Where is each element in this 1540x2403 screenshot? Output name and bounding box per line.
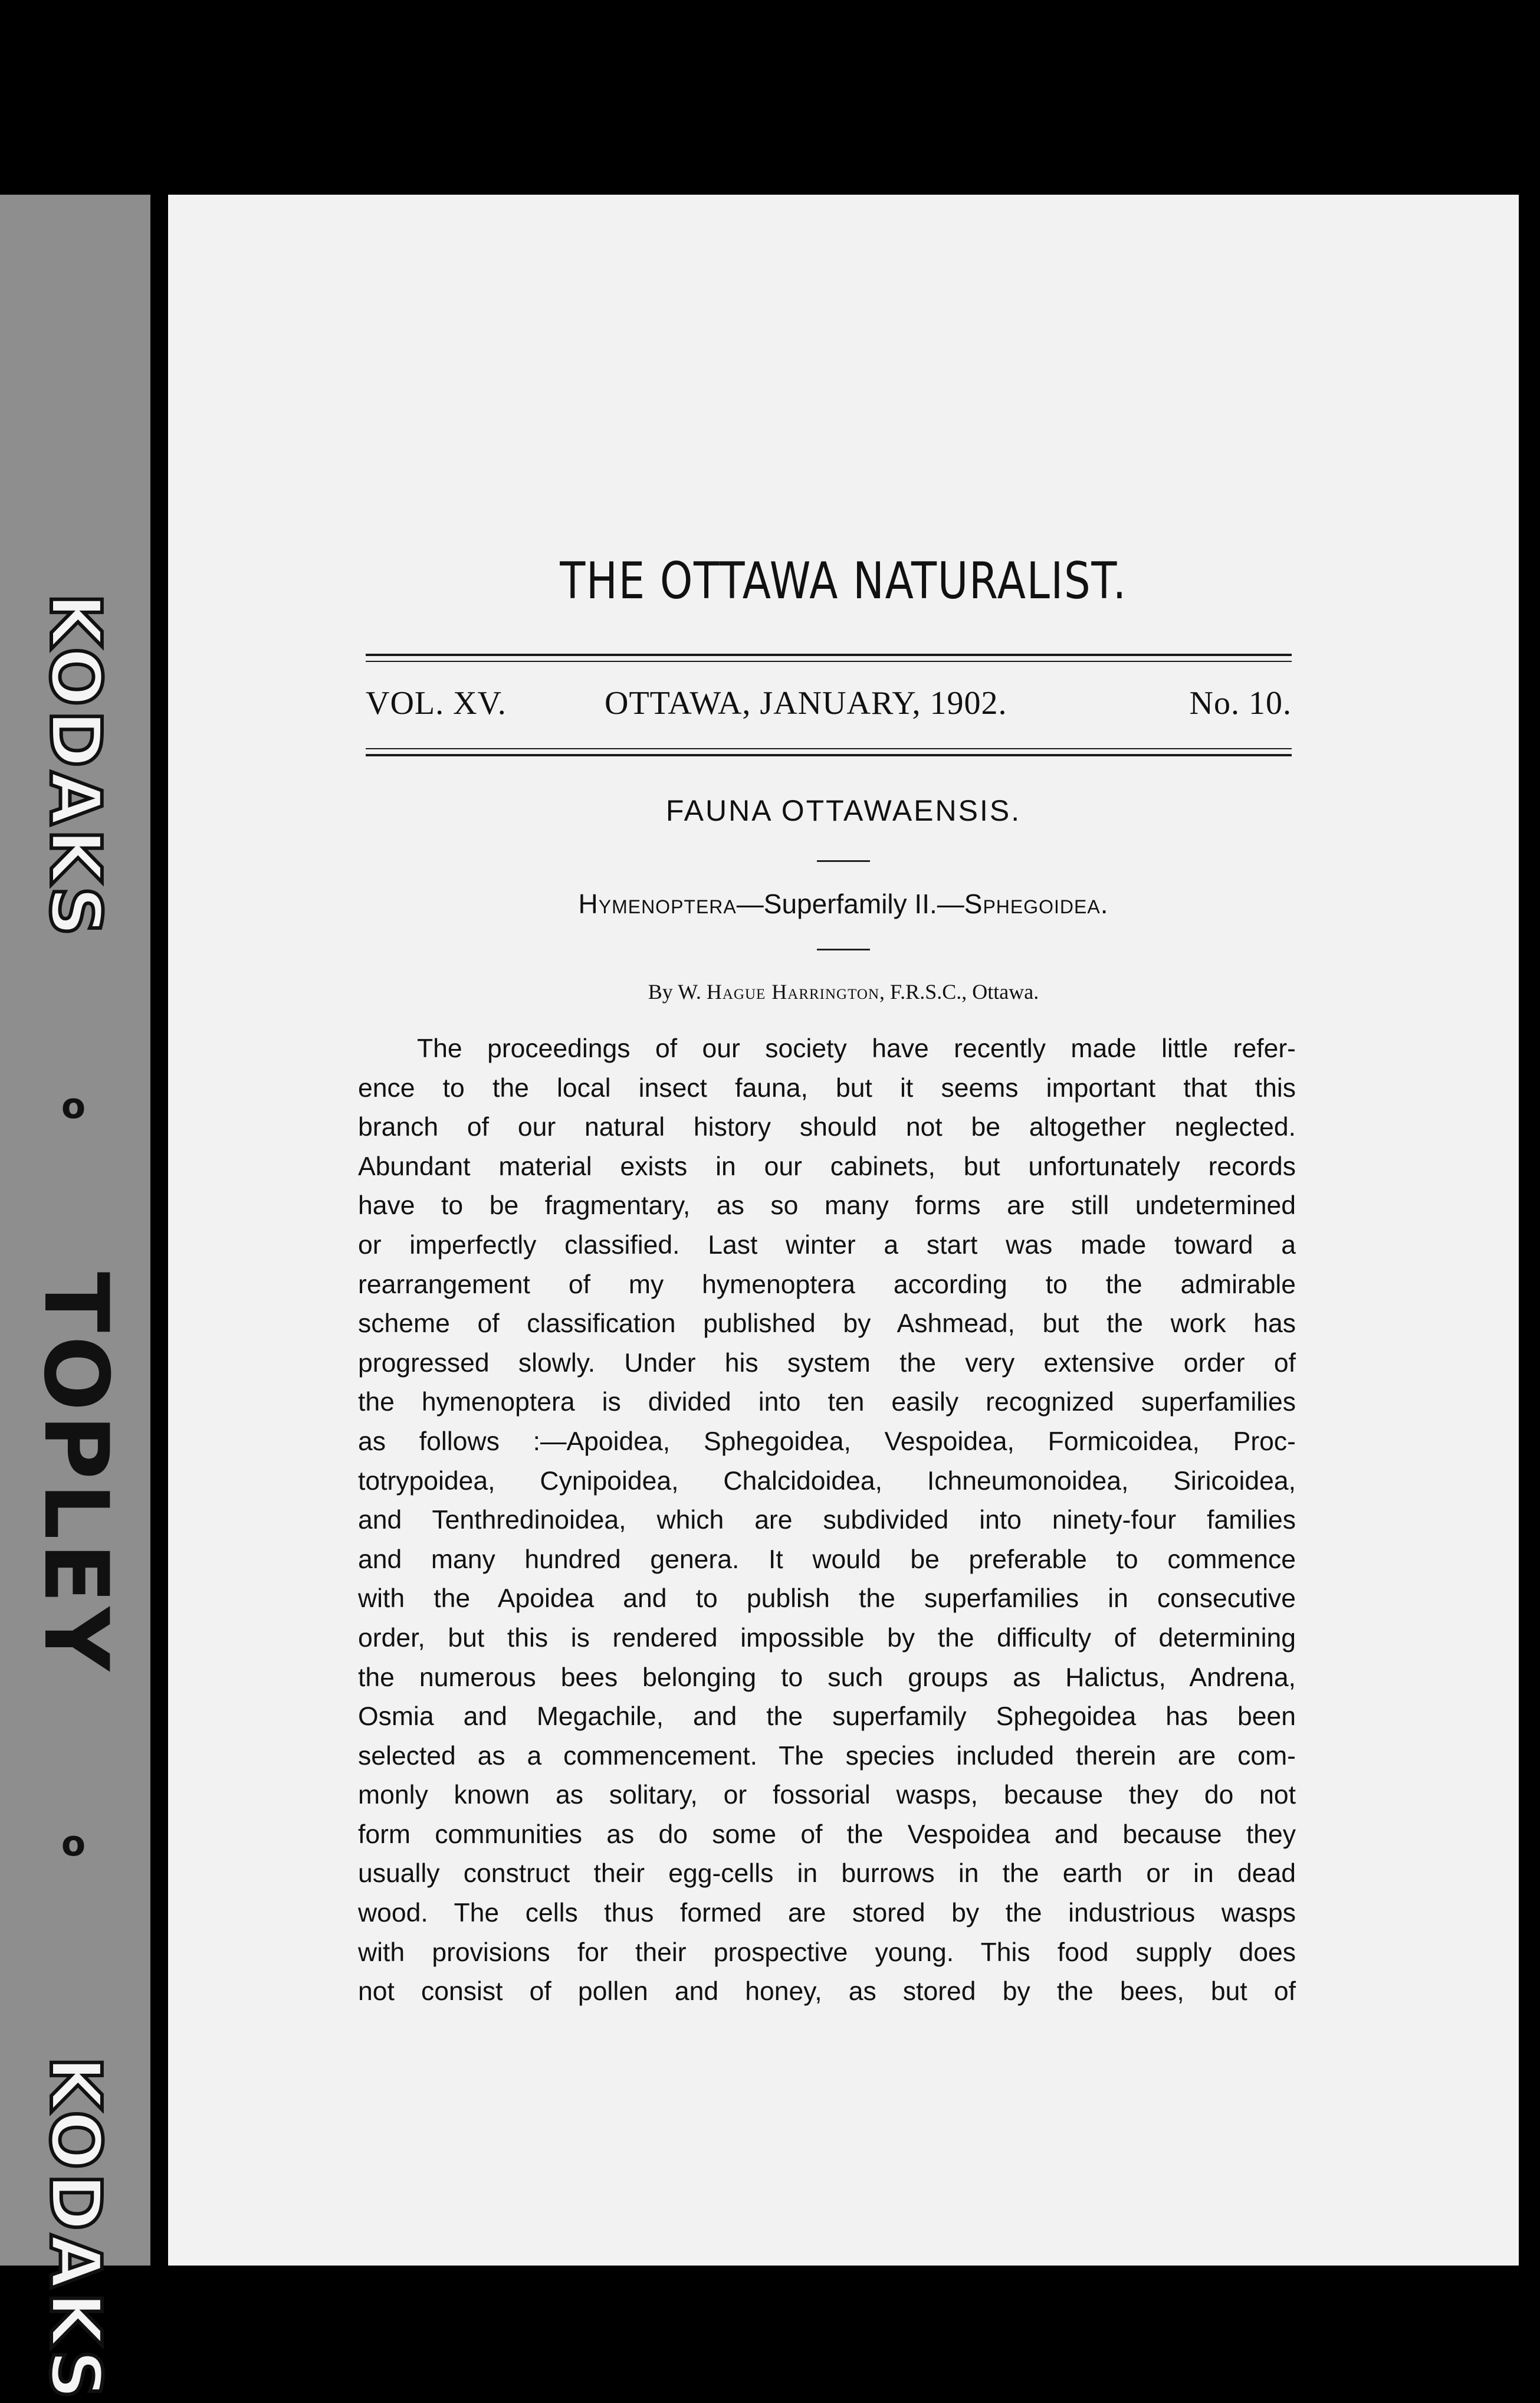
rule-bottom-thin (366, 748, 1292, 749)
byline-suffix: , F.R.S.C., Ottawa. (879, 980, 1039, 1004)
body-line: selected as a commencement. The species included therein are com- (358, 1741, 1296, 1771)
body-line: monly known as solitary, or fossorial wasps, because they do not (358, 1781, 1296, 1810)
body-line: scheme of classification published by Ashmead, but the work has (358, 1309, 1296, 1339)
issue-date: OTTAWA, JANUARY, 1902. (605, 685, 1007, 722)
body-line: Osmia and Megachile, and the superfamily Sphegoidea has been (358, 1702, 1296, 1732)
body-line: order, but this is rendered impossible by the difficulty of determining (358, 1623, 1296, 1653)
subtitle-group: Sphegoidea. (964, 889, 1109, 919)
body-line: progressed slowly. Under his system the very extensive order of (358, 1348, 1296, 1378)
body-line: The proceedings of our society have recently made little refer- (417, 1034, 1296, 1063)
byline-prefix: By W. (648, 980, 707, 1004)
subtitle-superfamily: —Superfamily II.— (736, 889, 964, 919)
spine-edge (150, 195, 168, 2266)
spine-label-bottom: KODAKS (34, 2056, 116, 2403)
author-name: Hague Harrington (706, 980, 880, 1004)
byline (168, 979, 1519, 1004)
body-line: Abundant material exists in our cabinets, but unfortunately records (358, 1152, 1296, 1181)
body-line: the numerous bees belonging to such groups as Halictus, Andrena, (358, 1663, 1296, 1692)
body-line: branch of our natural history should not be altogether neglected. (358, 1113, 1296, 1142)
book-spine (0, 195, 150, 2403)
rule-top-thin (366, 661, 1292, 662)
volume-number: VOL. XV. (366, 685, 507, 722)
journal-page (168, 195, 1519, 2266)
body-line: the hymenoptera is divided into ten easily recognized superfamilies (358, 1388, 1296, 1417)
spine-label-middle: TOPLEY (24, 1271, 127, 1675)
body-line: form communities as do some of the Vespoidea and because they (358, 1820, 1296, 1849)
subtitle-dash (817, 949, 870, 950)
body-line: wood. The cells thus formed are stored by the industrious wasps (358, 1899, 1296, 1928)
article-body (358, 1030, 1296, 2012)
body-line: rearrangement of my hymenoptera according to the admirable (358, 1270, 1296, 1299)
journal-title: THE OTTAWA NATURALIST. (560, 552, 1127, 611)
title-dash (817, 860, 870, 862)
spine-label-top: KODAKS (34, 592, 116, 940)
body-line: and many hundred genera. It would be preferable to commence (358, 1545, 1296, 1574)
article-title: FAUNA OTTAWAENSIS. (665, 794, 1022, 827)
article-subtitle (168, 888, 1519, 920)
body-line: ence to the local insect fauna, but it seems important that this (358, 1073, 1296, 1103)
subtitle-order: Hymenoptera (578, 889, 737, 919)
spine-separator: o (61, 1086, 90, 1127)
body-line: and Tenthredinoidea, which are subdivided into ninety-four families (358, 1506, 1296, 1535)
body-line: with the Apoidea and to publish the superfamilies in consecutive (358, 1584, 1296, 1614)
body-line: not consist of pollen and honey, as stored by the bees, but of (358, 1977, 1296, 2007)
body-line: as follows :—Apoidea, Sphegoidea, Vespoidea, Formicoidea, Proc- (358, 1427, 1296, 1456)
body-line: or imperfectly classified. Last winter a start was made toward a (358, 1230, 1296, 1260)
body-line: usually construct their egg-cells in burrows in the earth or in dead (358, 1859, 1296, 1889)
body-line: with provisions for their prospective young. This food supply does (358, 1938, 1296, 1967)
body-line: have to be fragmentary, as so many forms are still undetermined (358, 1191, 1296, 1221)
spine-separator: o (61, 1823, 90, 1864)
rule-top-thick (366, 654, 1292, 656)
rule-bottom-thick (366, 754, 1292, 756)
body-line: totrypoidea, Cynipoidea, Chalcidoidea, Ichneumonoidea, Siricoidea, (358, 1466, 1296, 1496)
issue-number: No. 10. (1189, 685, 1292, 722)
